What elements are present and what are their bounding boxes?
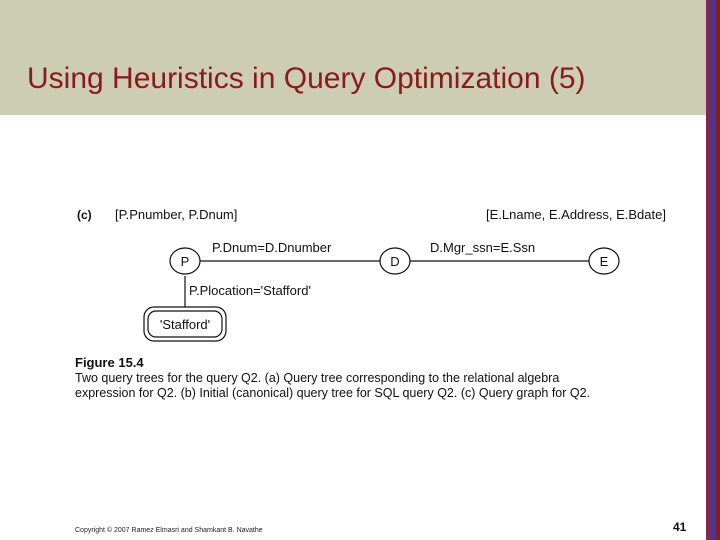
figure-caption [75, 355, 615, 401]
slide-title: Using Heuristics in Query Optimization (5) [27, 62, 586, 95]
node-e-label: E [599, 254, 609, 269]
node-d-label: D [390, 254, 400, 269]
edge-pd-label: P.Dnum=D.Dnumber [212, 240, 332, 255]
side-stripe-red [716, 0, 720, 540]
edge-de-label: D.Mgr_ssn=E.Ssn [430, 240, 536, 255]
copyright-notice: Copyright © 2007 Ramez Elmasri and Shamkant B. Navathe [75, 527, 263, 534]
const-node-stafford [144, 307, 226, 341]
node-p [170, 248, 200, 274]
e-attributes-label: [E.Lname, E.Address, E.Bdate] [486, 207, 666, 222]
caption-line-1: Two query trees for the query Q2. (a) Query tree corresponding to the relational algebra [75, 371, 560, 385]
page-number: 41 [673, 520, 687, 534]
edge-p-const-label: P.Plocation='Stafford' [189, 283, 311, 298]
figure-label: (c) [77, 208, 92, 222]
p-attributes-label: [P.Pnumber, P.Dnum] [115, 207, 238, 222]
node-e [589, 248, 619, 274]
node-p-label: P [180, 254, 190, 269]
node-d [380, 248, 410, 274]
caption-title: Figure 15.4 [75, 355, 144, 370]
const-node-label: 'Stafford' [159, 317, 211, 332]
caption-line-2: expression for Q2. (b) Initial (canonical) query tree for SQL query Q2. (c) Query graph for Q2. [75, 386, 591, 400]
